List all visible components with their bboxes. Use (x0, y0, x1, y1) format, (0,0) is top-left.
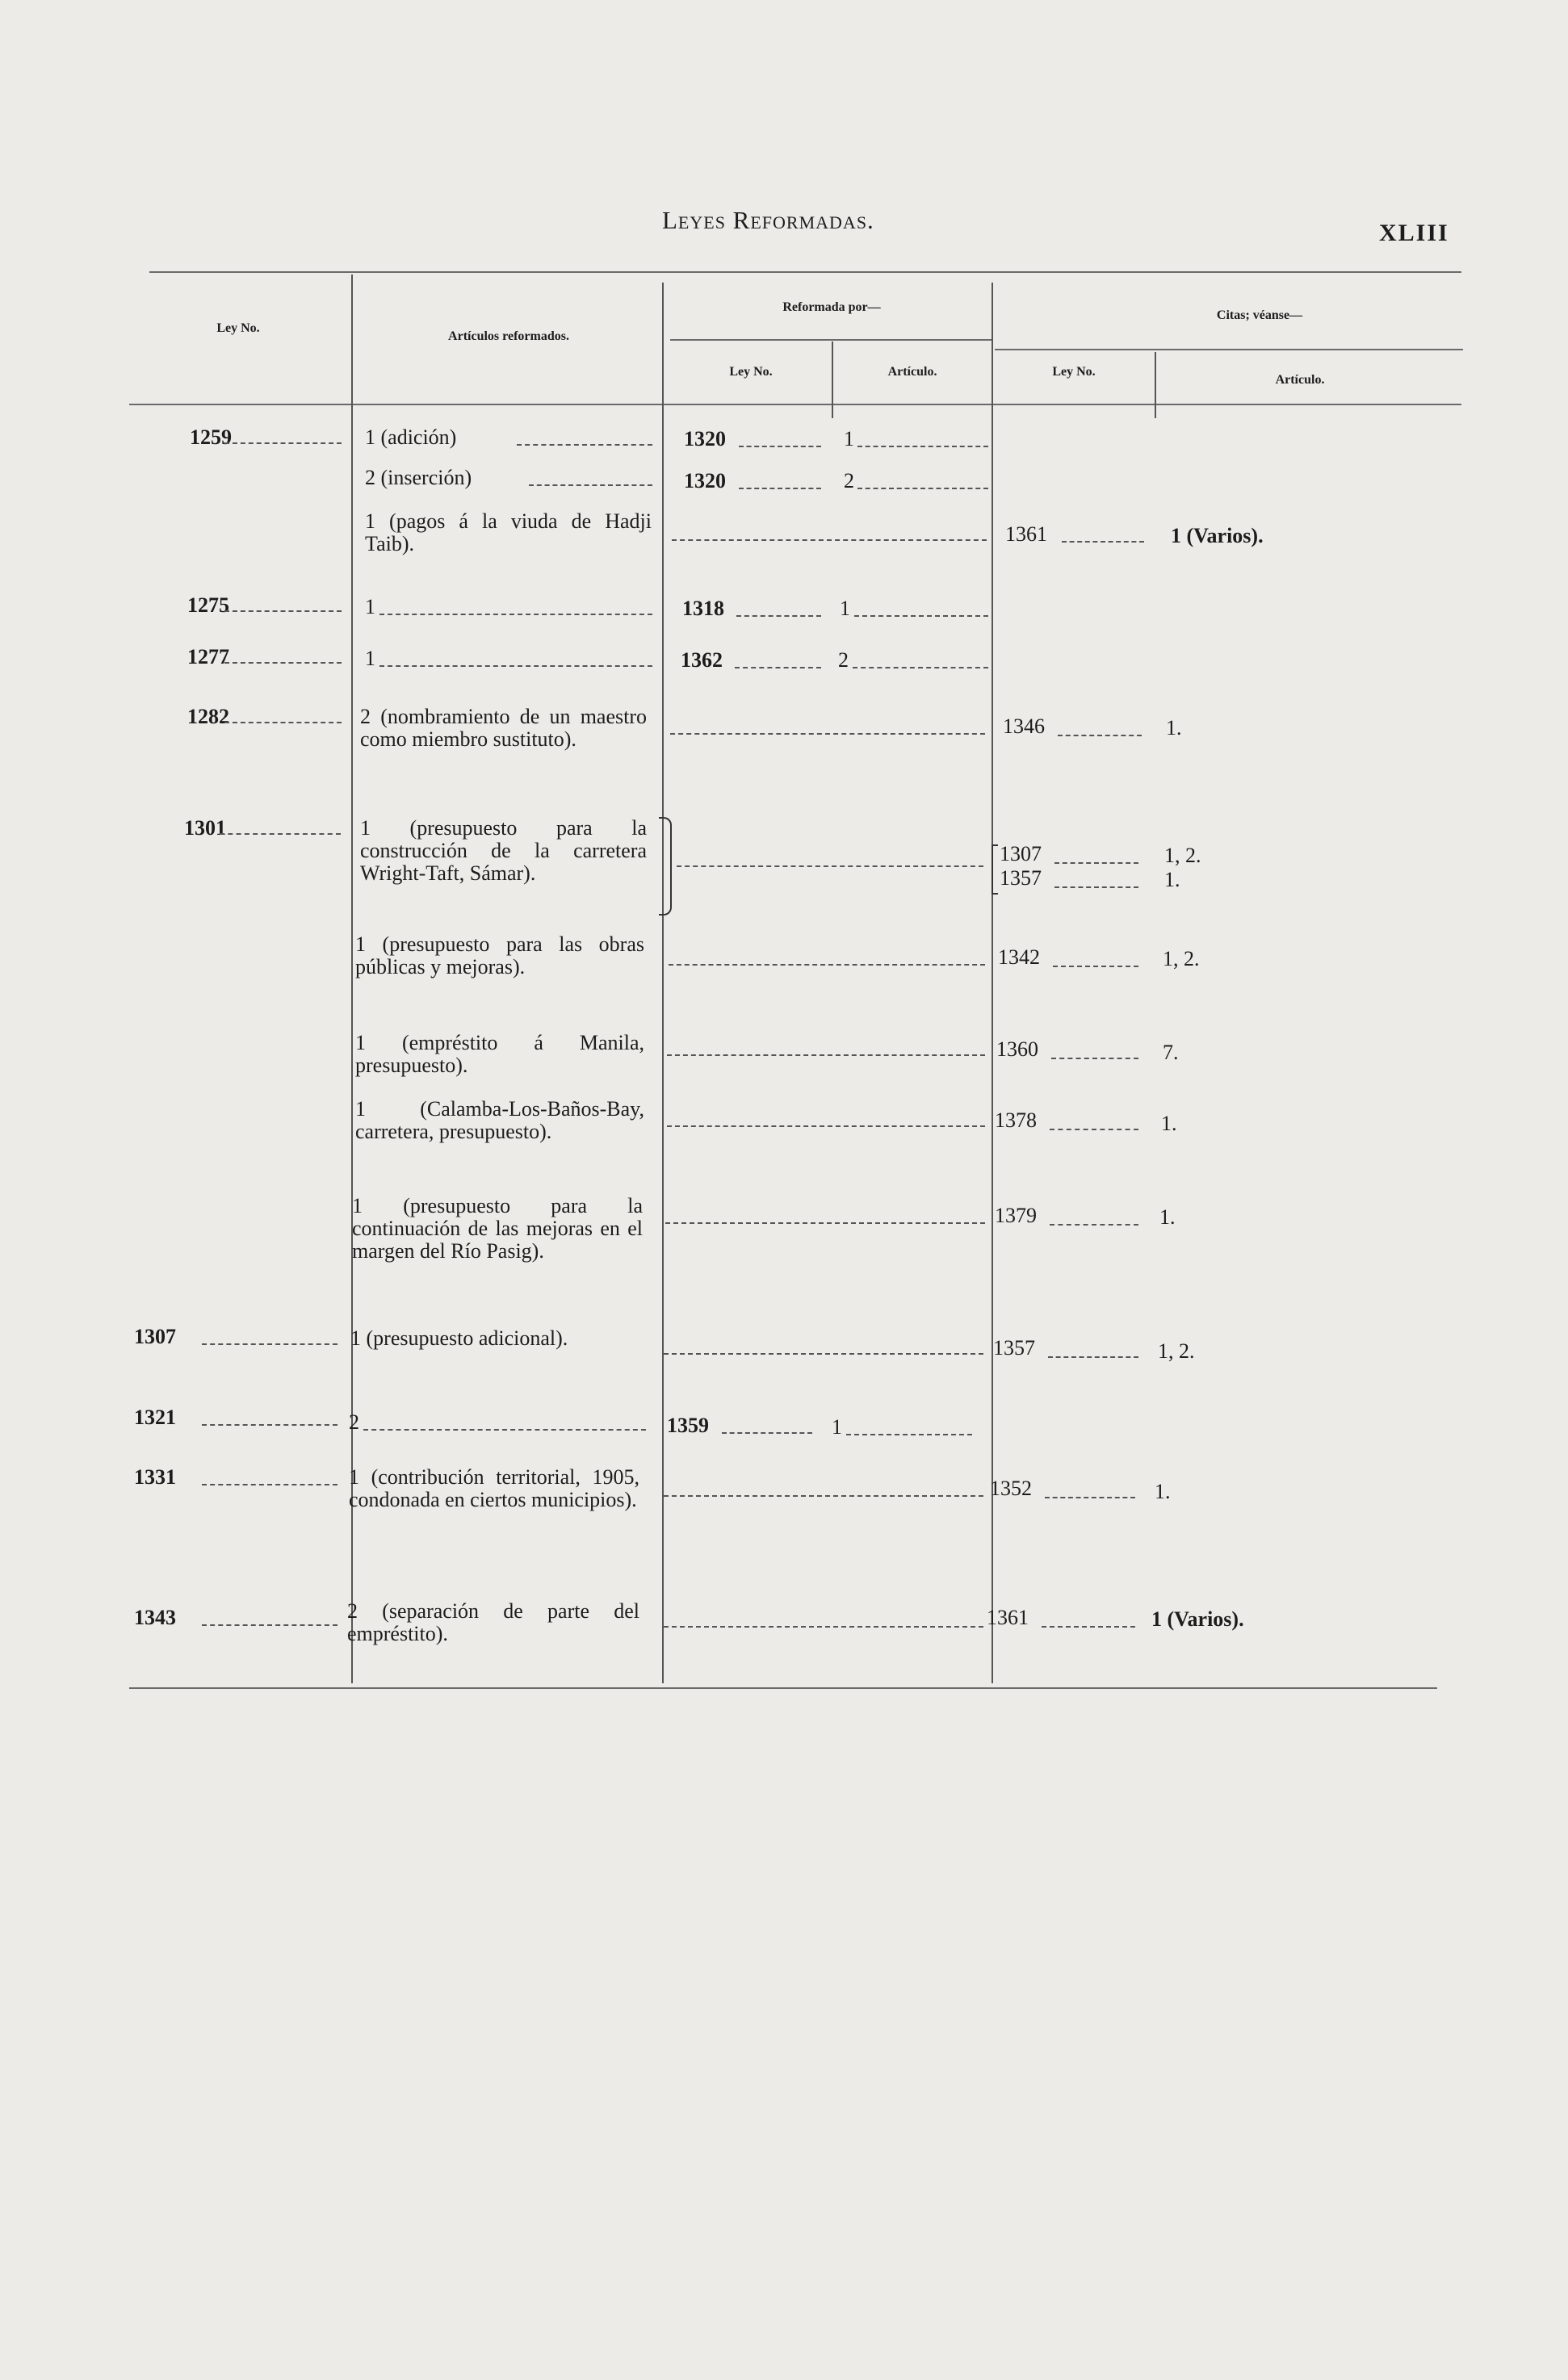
ley-number: 1277 (187, 645, 229, 668)
citas-ley: 1357 (993, 1336, 1035, 1360)
header-citas-ley: Ley No. (1052, 365, 1096, 379)
citas-ley: 1361 (987, 1606, 1029, 1629)
citas-ley: 1379 (995, 1204, 1037, 1227)
page-title: Leyes Reformadas. (662, 206, 874, 234)
citas-subhead-rule (995, 349, 1463, 350)
reformada-ley: 1359 (667, 1414, 709, 1437)
reformada-articulo: 1 (844, 427, 854, 450)
reformada-ley: 1362 (681, 648, 723, 672)
article-text: 2 (nombramiento de un maestro como miembro sustituto). (360, 705, 647, 751)
article-text: 1 (365, 647, 375, 670)
ley-number: 1321 (134, 1406, 176, 1429)
ley-number: 1282 (187, 705, 229, 728)
citas-ley: 1346 (1003, 714, 1045, 738)
citas-ley: 1360 (996, 1037, 1038, 1061)
ley-number: 1331 (134, 1465, 176, 1489)
citas-ley: 1361 (1005, 522, 1047, 546)
table-top-rule (149, 271, 1461, 273)
citas-articulo: 1 (Varios). (1171, 524, 1264, 547)
article-text: 1 (Calamba-Los-Baños-Bay, carretera, presupuesto). (355, 1097, 644, 1143)
article-text: 1 (empréstito á Manila, presupuesto). (355, 1031, 644, 1077)
citas-ley-2: 1357 (1000, 866, 1042, 890)
article-text: 1 (presupuesto adicional). (350, 1326, 568, 1350)
ley-number: 1301 (184, 816, 226, 840)
ley-number: 1259 (190, 425, 232, 449)
citas-ley: 1307 (1000, 842, 1042, 865)
citas-articulo: 1. (1166, 716, 1182, 740)
header-bottom-rule (129, 404, 1461, 405)
article-text: 1 (presupuesto para la continuación de las mejoras en el margen del Río Pasig). (352, 1194, 643, 1263)
col-divider-5 (1155, 352, 1156, 418)
citas-articulo-2: 1. (1164, 868, 1180, 891)
col-divider-2 (662, 283, 664, 1683)
brace (992, 844, 998, 895)
header-ley: Ley No. (216, 321, 260, 335)
reformada-ley: 1320 (684, 427, 726, 450)
header-reformada-group: Reformada por— (782, 300, 881, 314)
citas-articulo: 1. (1155, 1480, 1171, 1503)
citas-ley: 1342 (998, 945, 1040, 969)
citas-ley: 1352 (990, 1477, 1032, 1500)
citas-ley: 1378 (995, 1108, 1037, 1132)
article-text: 1 (contribución territorial, 1905, condonada en ciertos municipios). (349, 1465, 639, 1511)
article-text: 2 (349, 1410, 359, 1434)
article-text: 1 (presupuesto para las obras públicas y mejoras). (355, 932, 644, 978)
citas-articulo: 1 (Varios). (1151, 1607, 1244, 1631)
reformada-articulo: 2 (838, 648, 849, 672)
table-bottom-rule (129, 1687, 1437, 1689)
reformada-articulo: 1 (832, 1415, 842, 1439)
header-articulos: Artículos reformados. (448, 329, 569, 343)
reformada-ley: 1318 (682, 597, 724, 620)
ley-number: 1343 (134, 1606, 176, 1629)
col-divider-3 (832, 341, 833, 418)
col-divider-4 (992, 283, 993, 1683)
citas-articulo: 1, 2. (1163, 947, 1200, 970)
citas-articulo: 1, 2. (1164, 844, 1201, 867)
reformada-articulo: 2 (844, 469, 854, 492)
reformada-subhead-rule (670, 339, 993, 341)
header-reformada-articulo: Artículo. (887, 365, 937, 379)
article-text: 2 (separación de parte del empréstito). (347, 1599, 639, 1645)
brace (659, 817, 672, 916)
citas-articulo: 7. (1163, 1041, 1179, 1064)
reformada-ley: 1320 (684, 469, 726, 492)
citas-articulo: 1. (1159, 1205, 1176, 1229)
article-text: 1 (adición) (365, 425, 457, 449)
citas-articulo: 1, 2. (1158, 1339, 1195, 1363)
page-number: XLIII (1379, 220, 1449, 246)
article-text: 1 (pagos á la viuda de Hadji Taib). (365, 509, 652, 555)
citas-articulo: 1. (1161, 1112, 1177, 1135)
header-reformada-ley: Ley No. (729, 365, 773, 379)
article-text: 2 (inserción) (365, 466, 472, 489)
header-citas-articulo: Artículo. (1275, 373, 1325, 387)
reformada-articulo: 1 (840, 597, 850, 620)
ley-number: 1275 (187, 593, 229, 617)
ley-number: 1307 (134, 1325, 176, 1348)
header-citas-group: Citas; véanse— (1216, 308, 1303, 322)
article-text: 1 (365, 595, 375, 618)
article-text: 1 (presupuesto para la construcción de la carretera Wright-Taft, Sámar). (360, 816, 647, 885)
